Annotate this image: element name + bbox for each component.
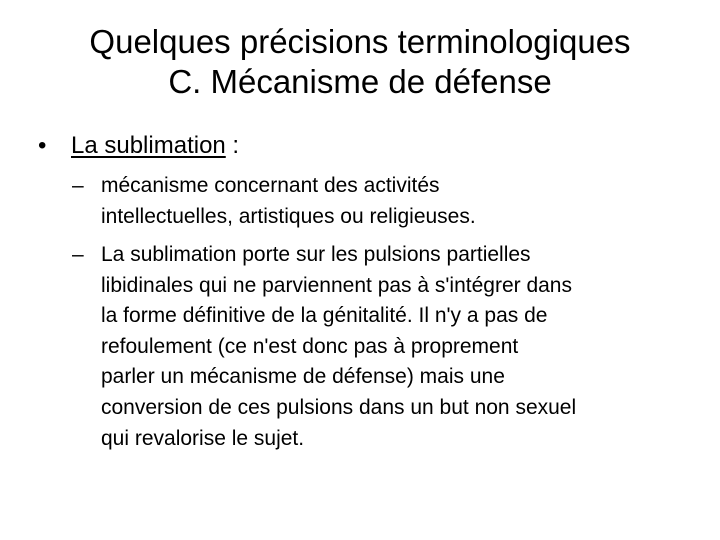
text-line: la forme définitive de la génitalité. Il n'y a pas de xyxy=(101,304,548,328)
sub-item xyxy=(72,240,684,454)
dash-icon: – xyxy=(72,174,84,197)
text-line: mécanisme concernant des activités xyxy=(101,174,440,197)
bullet-item-sublimation xyxy=(38,130,239,162)
title-line-2: C. Mécanisme de défense xyxy=(168,63,552,100)
title-line-1: Quelques précisions terminologiques xyxy=(89,23,631,60)
text-line: qui revalorise le sujet. xyxy=(101,426,305,450)
sub-item-text xyxy=(72,240,684,454)
bullet-icon: • xyxy=(38,132,47,159)
text-line: parler un mécanisme de défense) mais une xyxy=(101,365,505,389)
dash-icon: – xyxy=(72,243,84,266)
slide-title xyxy=(40,22,680,102)
text-line: intellectuelles, artistiques ou religieuses. xyxy=(101,204,476,228)
sub-item-text xyxy=(72,171,684,232)
text-line: refoulement (ce n'est donc pas à proprement xyxy=(101,334,519,358)
sub-item xyxy=(72,171,684,232)
bullet-term: La sublimation xyxy=(71,132,226,159)
text-line: La sublimation porte sur les pulsions partielles xyxy=(101,243,531,266)
text-line: libidinales qui ne parviennent pas à s'intégrer dans xyxy=(101,273,572,297)
bullet-suffix: : xyxy=(225,132,240,159)
text-line: conversion de ces pulsions dans un but non sexuel xyxy=(101,395,577,419)
